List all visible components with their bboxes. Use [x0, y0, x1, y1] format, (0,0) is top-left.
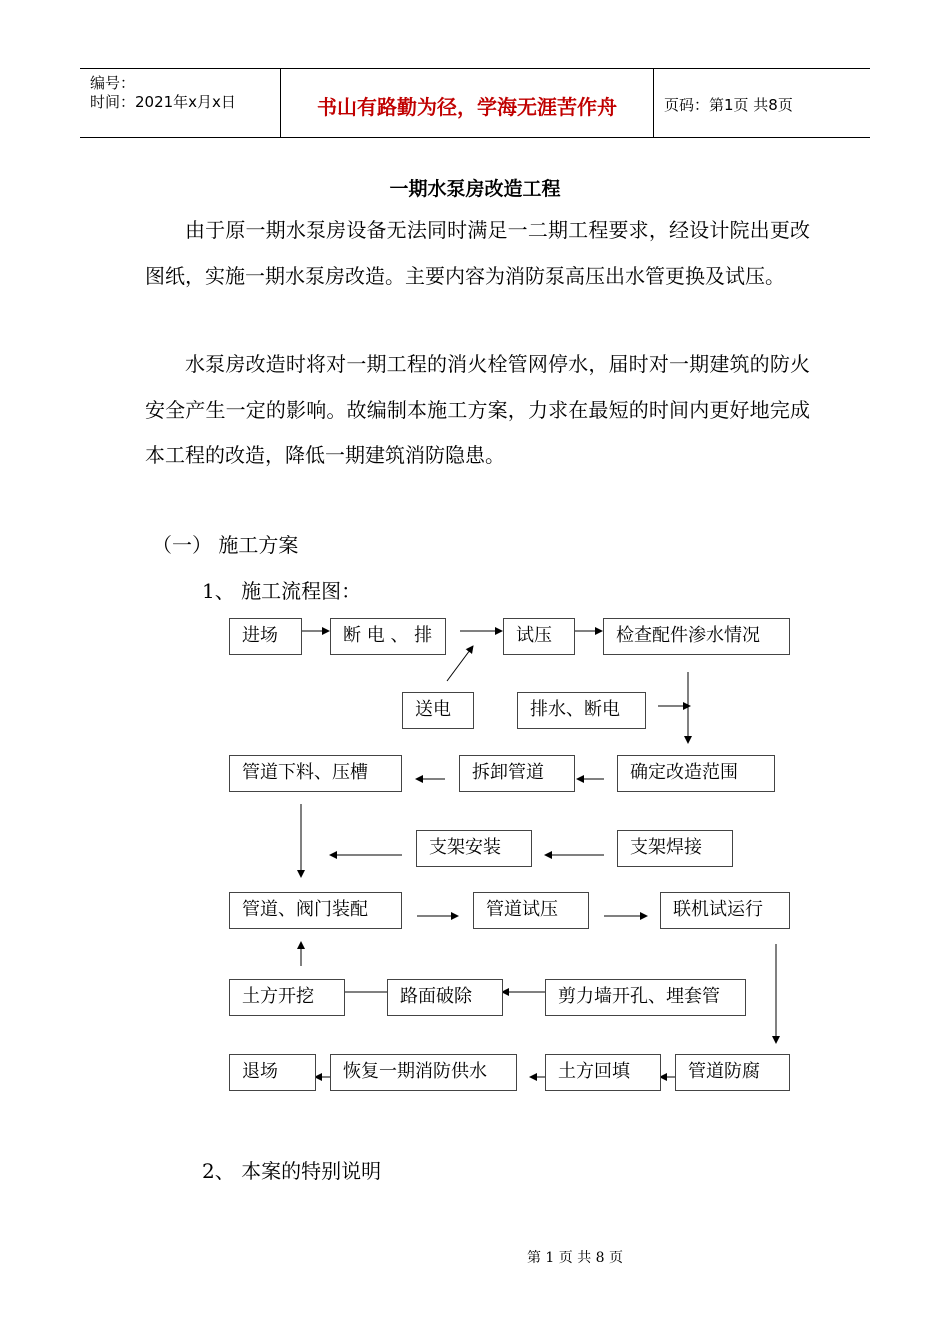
flow-step-wall-opening: 剪力墙开孔、埋套管: [545, 979, 746, 1016]
document-number-label: 编号：: [90, 74, 136, 92]
flow-step-remove-pipes: 拆卸管道: [459, 755, 575, 792]
flow-step-restore-water: 恢复一期消防供水: [330, 1054, 517, 1091]
flow-step-pipe-cutting: 管道下料、压槽: [229, 755, 402, 792]
flow-step-power-on: 送电: [402, 692, 474, 729]
subheading-flowchart: 1、 施工流程图：: [202, 579, 362, 603]
flow-step-determine-scope: 确定改造范围: [617, 755, 775, 792]
arrow-songdian-duandian: [447, 646, 473, 681]
header-motto: 书山有路勤为径，学海无涯苦作舟: [317, 95, 617, 119]
section-heading-1: （一） 施工方案: [152, 533, 299, 557]
flow-step-drain-power-off: 排水、断电: [517, 692, 646, 729]
flow-step-pipe-anticorrosion: 管道防腐: [675, 1054, 790, 1091]
page-footer: 第 1 页 共 8 页: [526, 1250, 624, 1266]
paragraph-2: 水泵房改造时将对一期工程的消火栓管网停水，届时对一期建筑的防火安全产生一定的影响。故编制本施工方案，力求在最短的时间内更好地完成本工程的改造，降低一期建筑消防隐患。: [145, 352, 810, 467]
flow-step-pipe-pressure-test: 管道试压: [473, 892, 589, 929]
flow-step-pipe-valve-assembly: 管道、阀门装配: [229, 892, 402, 929]
flow-step-road-breaking: 路面破除: [387, 979, 503, 1016]
page-number-label: 页码：第1页 共8页: [664, 96, 793, 114]
flow-step-excavation: 土方开挖: [229, 979, 345, 1016]
flow-step-power-off-drain: 断 电 、 排: [330, 618, 446, 655]
flow-step-bracket-install: 支架安装: [416, 830, 532, 867]
document-date-label: 时间：2021年x月x日: [90, 93, 236, 111]
flow-step-bracket-welding: 支架焊接: [617, 830, 733, 867]
flow-step-exit-site: 退场: [229, 1054, 316, 1091]
flow-step-pressure-test: 试压: [503, 618, 575, 655]
document-title: 一期水泵房改造工程: [389, 178, 561, 200]
paragraph-1: 由于原一期水泵房设备无法同时满足一二期工程要求，经设计院出更改图纸，实施一期水泵房改造。主要内容为消防泵高压出水管更换及试压。: [145, 218, 810, 288]
flow-step-backfill: 土方回填: [545, 1054, 661, 1091]
flow-step-joint-trial-run: 联机试运行: [660, 892, 790, 929]
flow-step-check-leakage: 检查配件渗水情况: [603, 618, 790, 655]
subheading-special-notes: 2、 本案的特别说明: [202, 1159, 382, 1183]
flow-step-enter-site: 进场: [229, 618, 302, 655]
